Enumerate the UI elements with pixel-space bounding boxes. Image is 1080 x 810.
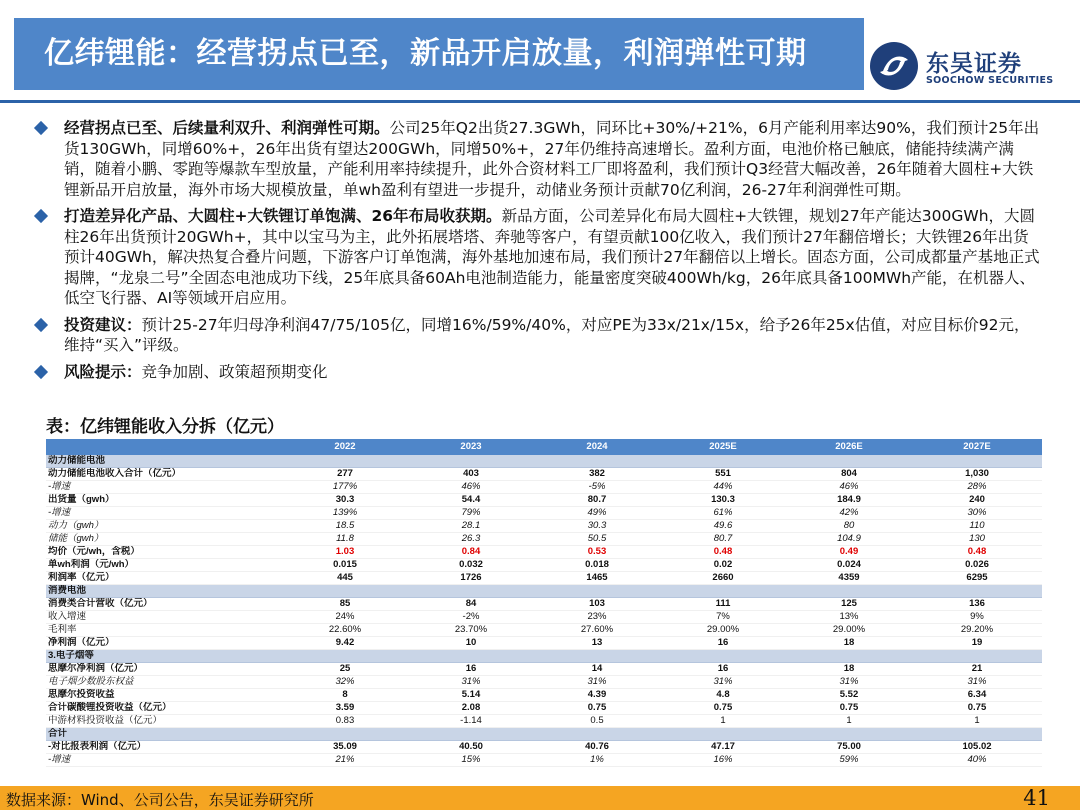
table-cell: 26.3: [461, 533, 481, 544]
table-cell: 8: [342, 689, 348, 700]
row-label: 动力储能电池收入合计（亿元）: [48, 468, 182, 479]
table-cell: 22.60%: [328, 624, 362, 635]
table-cell: 40%: [967, 754, 987, 765]
row-label: 储能（gwh）: [48, 533, 104, 544]
row-label: 净利润（亿元）: [48, 637, 115, 648]
bullet-text: 新品方面，公司差异化布局大圆柱+大铁锂，规划27年产能达300GWh，大圆柱26年出货预计20GWh+，其中以宝马为主，此外拓展塔塔、奔驰等客户，有望贡献100亿收入，我们预计27年翻倍增长；大铁锂26年出货预计40GWh，解决热复合叠片问题，下游客户订单饱满，海外基地加速布局，我们预计27年翻倍以上增长。固态方面，公司成都量产基地正式揭牌，“龙泉二号”全固态电池成功下线，25年底具备60Ah电池制造能力，能量密度突破400Wh/kg，26年底具备100MWh产能，在机器人、低空飞行器、AI等领域开启应用。: [64, 207, 1040, 307]
bullet-item: [34, 362, 1044, 383]
table-cell: [408, 585, 534, 598]
table-cell: 111: [715, 598, 731, 609]
table-cell: 30.3: [335, 494, 355, 505]
row-label: 合计碳酸锂投资收益（亿元）: [48, 702, 172, 713]
table-cell: 35.09: [333, 741, 357, 752]
table-cell: 47.17: [711, 741, 735, 752]
bullet-title: 打造差异化产品、大圆柱+大铁锂订单饱满、26年布局收获期。: [64, 207, 502, 225]
footer-bar: [0, 786, 1080, 810]
bullet-item: [34, 206, 1044, 309]
table-cell: 103: [589, 598, 605, 609]
bullet-title: 投资建议：: [64, 315, 142, 334]
row-label: 3.电子烟等: [46, 650, 282, 663]
table-cell: 10: [465, 637, 477, 648]
table-cell: 1,030: [965, 468, 989, 479]
column-header-year: 2024: [534, 439, 660, 455]
table-row: [46, 676, 1042, 689]
column-header-year: 2023: [408, 439, 534, 455]
revenue-breakdown-table: [46, 439, 1042, 767]
table-cell: 49%: [587, 507, 607, 518]
table-header-row: [46, 439, 1042, 455]
table-cell: 13%: [839, 611, 859, 622]
table-cell: 4.39: [587, 689, 607, 700]
page-number: 41: [1023, 786, 1050, 810]
diamond-bullet-icon: [34, 364, 48, 378]
table-cell: [660, 455, 786, 468]
row-label: -增速: [48, 754, 71, 765]
table-row: [46, 754, 1042, 767]
table-cell: 49.6: [713, 520, 733, 531]
table-cell: 130.3: [711, 494, 735, 505]
bullet-item: [34, 118, 1044, 200]
table-cell: [786, 585, 912, 598]
table-row: [46, 559, 1042, 572]
table-row: [46, 572, 1042, 585]
table-cell: 31%: [587, 676, 607, 687]
table-cell: [786, 650, 912, 663]
table-cell: 19: [971, 637, 983, 648]
table-cell: 27.60%: [580, 624, 614, 635]
table-cell: [408, 455, 534, 468]
table-row: [46, 624, 1042, 637]
table-row: [46, 533, 1042, 546]
table-row: [46, 637, 1042, 650]
table-cell: 31%: [461, 676, 481, 687]
table-cell: 0.02: [713, 559, 733, 570]
table-cell: [408, 728, 534, 741]
table-cell: 59%: [839, 754, 859, 765]
table-cell: 4359: [838, 572, 860, 583]
row-label: -增速: [48, 481, 71, 492]
table-cell: 382: [589, 468, 605, 479]
table-cell: 1.03: [335, 546, 355, 557]
table-cell: 1726: [460, 572, 482, 583]
table-cell: 31%: [839, 676, 859, 687]
table-cell: -5%: [588, 481, 606, 492]
table-cell: 0.83: [335, 715, 355, 726]
table-cell: 0.75: [967, 702, 987, 713]
table-cell: 5.14: [461, 689, 481, 700]
table-cell: 0.026: [965, 559, 989, 570]
table-cell: 0.75: [713, 702, 733, 713]
table-cell: [912, 455, 1042, 468]
table-cell: 1: [974, 715, 980, 726]
table-cell: [786, 728, 912, 741]
table-cell: 16: [717, 663, 729, 674]
row-label: 思摩尔投资收益: [48, 689, 115, 700]
table-cell: 130: [969, 533, 985, 544]
table-title: 表：亿纬锂能收入分拆（亿元）: [46, 417, 284, 437]
table-row: [46, 598, 1042, 611]
table-cell: 13: [591, 637, 603, 648]
table-cell: 50.5: [587, 533, 607, 544]
table-cell: 18: [843, 663, 855, 674]
table-cell: [912, 585, 1042, 598]
table-cell: 23%: [587, 611, 607, 622]
table-cell: 11.8: [336, 533, 354, 544]
table-cell: 80: [843, 520, 855, 531]
diamond-bullet-icon: [34, 317, 48, 331]
table-cell: 184.9: [837, 494, 861, 505]
table-row: [46, 494, 1042, 507]
bullet-text: 竞争加剧、政策超预期变化: [141, 362, 328, 381]
table-cell: [408, 650, 534, 663]
table-cell: 125: [841, 598, 857, 609]
table-cell: 240: [969, 494, 985, 505]
table-cell: 80.7: [587, 494, 607, 505]
table-row: [46, 663, 1042, 676]
table-cell: 28.1: [461, 520, 481, 531]
table-cell: 31%: [713, 676, 733, 687]
table-cell: 54.4: [461, 494, 481, 505]
bullet-title: 经营拐点已至、后续量利双升、利润弹性可期。: [64, 119, 390, 137]
table-cell: 6295: [966, 572, 988, 583]
table-cell: [660, 728, 786, 741]
bullet-title: 风险提示：: [64, 362, 142, 381]
column-header-year: 2026E: [786, 439, 912, 455]
table-section-row: [46, 455, 1042, 468]
row-label: 思摩尔净利润（亿元）: [48, 663, 144, 674]
table-cell: 21%: [335, 754, 355, 765]
table-cell: 31%: [967, 676, 987, 687]
table-cell: [660, 650, 786, 663]
table-cell: 1: [846, 715, 852, 726]
table-cell: [786, 455, 912, 468]
table-cell: 46%: [839, 481, 859, 492]
table-cell: 139%: [332, 507, 358, 518]
table-cell: 7%: [716, 611, 730, 622]
row-label: -对比报表利润（亿元）: [48, 741, 147, 752]
table-cell: 15%: [461, 754, 481, 765]
table-cell: 445: [337, 572, 353, 583]
table-cell: 25: [339, 663, 351, 674]
page-title: 亿纬锂能：经营拐点已至，新品开启放量，利润弹性可期: [44, 36, 807, 71]
row-label: 动力储能电池: [46, 455, 282, 468]
title-bar: [14, 18, 864, 90]
table-cell: 79%: [461, 507, 481, 518]
table-cell: 5.52: [839, 689, 859, 700]
column-header-year: 2027E: [912, 439, 1042, 455]
table-cell: 40.50: [459, 741, 483, 752]
table-cell: [534, 650, 660, 663]
row-label: 收入增速: [48, 611, 87, 622]
row-label: 出货量（gwh）: [48, 494, 115, 505]
table-cell: 136: [969, 598, 985, 609]
table-section-row: [46, 728, 1042, 741]
table-cell: 4.8: [716, 689, 730, 700]
table-row: [46, 520, 1042, 533]
table-row: [46, 715, 1042, 728]
table-cell: 0.84: [461, 546, 481, 557]
table-row: [46, 507, 1042, 520]
table-row: [46, 741, 1042, 754]
row-label: 均价（元/wh，含税）: [48, 546, 140, 557]
row-label: 动力（gwh）: [48, 520, 104, 531]
table-cell: 44%: [713, 481, 733, 492]
bullet-item: [34, 315, 1044, 356]
table-cell: 0.53: [587, 546, 607, 557]
table-cell: 29.20%: [960, 624, 994, 635]
table-cell: 75.00: [837, 741, 861, 752]
table-cell: 21: [971, 663, 983, 674]
table-cell: 177%: [332, 481, 358, 492]
table-cell: 84: [465, 598, 477, 609]
table-cell: [912, 728, 1042, 741]
table-cell: 85: [339, 598, 351, 609]
table-cell: [282, 728, 408, 741]
table-section-row: [46, 650, 1042, 663]
table-cell: [282, 650, 408, 663]
table-cell: 80.7: [713, 533, 733, 544]
table-cell: 0.75: [839, 702, 859, 713]
table-cell: 42%: [839, 507, 859, 518]
soochow-logo-icon: [868, 40, 920, 92]
diamond-bullet-icon: [34, 209, 48, 223]
table-cell: 28%: [967, 481, 987, 492]
table-cell: 105.02: [962, 741, 992, 752]
table-cell: 0.75: [587, 702, 607, 713]
table-cell: 18: [843, 637, 855, 648]
table-cell: 0.49: [839, 546, 859, 557]
row-label: 消费电池: [46, 585, 282, 598]
table-cell: 6.34: [967, 689, 987, 700]
bullet-list: [34, 118, 1044, 388]
table-cell: 0.48: [713, 546, 733, 557]
source-note: 数据来源：Wind、公司公告，东吴证券研究所: [6, 791, 314, 809]
row-label: 单wh利润（元/wh）: [48, 559, 135, 570]
table-cell: 29.00%: [832, 624, 866, 635]
table-cell: 2.08: [461, 702, 481, 713]
table-row: [46, 702, 1042, 715]
column-header-year: 2022: [282, 439, 408, 455]
table-cell: 3.59: [335, 702, 355, 713]
table-cell: 2660: [712, 572, 734, 583]
table-cell: 403: [463, 468, 479, 479]
row-label: 利润率（亿元）: [48, 572, 115, 583]
table-cell: 14: [591, 663, 603, 674]
table-cell: 1%: [590, 754, 604, 765]
logo-name-en: SOOCHOW SECURITIES: [926, 75, 1054, 86]
table-cell: -2%: [462, 611, 480, 622]
brand-logo: [868, 40, 1068, 92]
table-cell: [534, 455, 660, 468]
bullet-text: 公司25年Q2出货27.3GWh，同环比+30%/+21%，6月产能利用率达90%，我们预计25年出货130GWh，同增60%+，26年出货有望达200GWh，同增50%+，27年仍维持高速增长。盈利方面，电池价格已触底，储能持续满产满销，随着小鹏、零跑等爆款车型放量，产能利用率持续提升，此外合资材料工厂即将盈利，我们预计Q3经营大幅改善，26年随着大圆柱+大铁锂新品开启放量，海外市场大规模放量，单wh盈利有望进一步提升，动储业务预计贡献70亿利润，26-27年利润弹性可期。: [64, 119, 1040, 199]
table-cell: 32%: [335, 676, 355, 687]
column-header-year: 2025E: [660, 439, 786, 455]
logo-name-cn: 东吴证券: [926, 51, 1022, 77]
table-row: [46, 481, 1042, 494]
table-cell: 104.9: [837, 533, 861, 544]
table-cell: -1.14: [460, 715, 482, 726]
table-cell: [660, 585, 786, 598]
table-cell: 551: [715, 468, 731, 479]
table-cell: [282, 455, 408, 468]
table-cell: 0.48: [967, 546, 987, 557]
table-row: [46, 689, 1042, 702]
bullet-text: 预计25-27年归母净利润47/75/105亿，同增16%/59%/40%，对应PE为33x/21x/15x，给予26年25x估值，对应目标价92元，维持“买入”评级。: [64, 315, 1030, 354]
table-row: [46, 468, 1042, 481]
table-row: [46, 611, 1042, 624]
table-cell: 30.3: [587, 520, 607, 531]
table-cell: 0.015: [333, 559, 357, 570]
row-label: 合计: [46, 728, 282, 741]
table-cell: 9%: [970, 611, 984, 622]
table-cell: [912, 650, 1042, 663]
table-cell: 23.70%: [454, 624, 488, 635]
table-cell: 110: [969, 520, 985, 531]
table-cell: 0.032: [459, 559, 483, 570]
table-cell: 30%: [967, 507, 987, 518]
table-cell: 0.018: [585, 559, 609, 570]
table-cell: 804: [841, 468, 857, 479]
table-cell: [534, 728, 660, 741]
table-cell: 16%: [713, 754, 733, 765]
table-cell: 61%: [713, 507, 733, 518]
table-cell: 16: [465, 663, 477, 674]
table-cell: 1465: [586, 572, 608, 583]
table-cell: 16: [717, 637, 729, 648]
table-cell: 18.5: [335, 520, 355, 531]
row-label: 中游材料投资收益（亿元）: [48, 715, 163, 726]
table-cell: 40.76: [585, 741, 609, 752]
table-cell: 24%: [335, 611, 355, 622]
table-section-row: [46, 585, 1042, 598]
table-cell: 9.42: [335, 637, 355, 648]
table-row: [46, 546, 1042, 559]
table-cell: 0.5: [590, 715, 604, 726]
table-cell: 1: [720, 715, 726, 726]
header-divider: [0, 100, 1080, 103]
table-body: [46, 455, 1042, 767]
row-label: 消费类合计营收（亿元）: [48, 598, 153, 609]
table-cell: 46%: [461, 481, 481, 492]
column-header-label: [46, 439, 282, 455]
table-cell: [534, 585, 660, 598]
row-label: 毛利率: [48, 624, 77, 635]
row-label: -增速: [48, 507, 71, 518]
row-label: 电子烟少数股东权益: [48, 676, 134, 687]
table-cell: 29.00%: [706, 624, 740, 635]
diamond-bullet-icon: [34, 121, 48, 135]
table-cell: 0.024: [837, 559, 861, 570]
table-cell: [282, 585, 408, 598]
table-cell: 277: [337, 468, 353, 479]
